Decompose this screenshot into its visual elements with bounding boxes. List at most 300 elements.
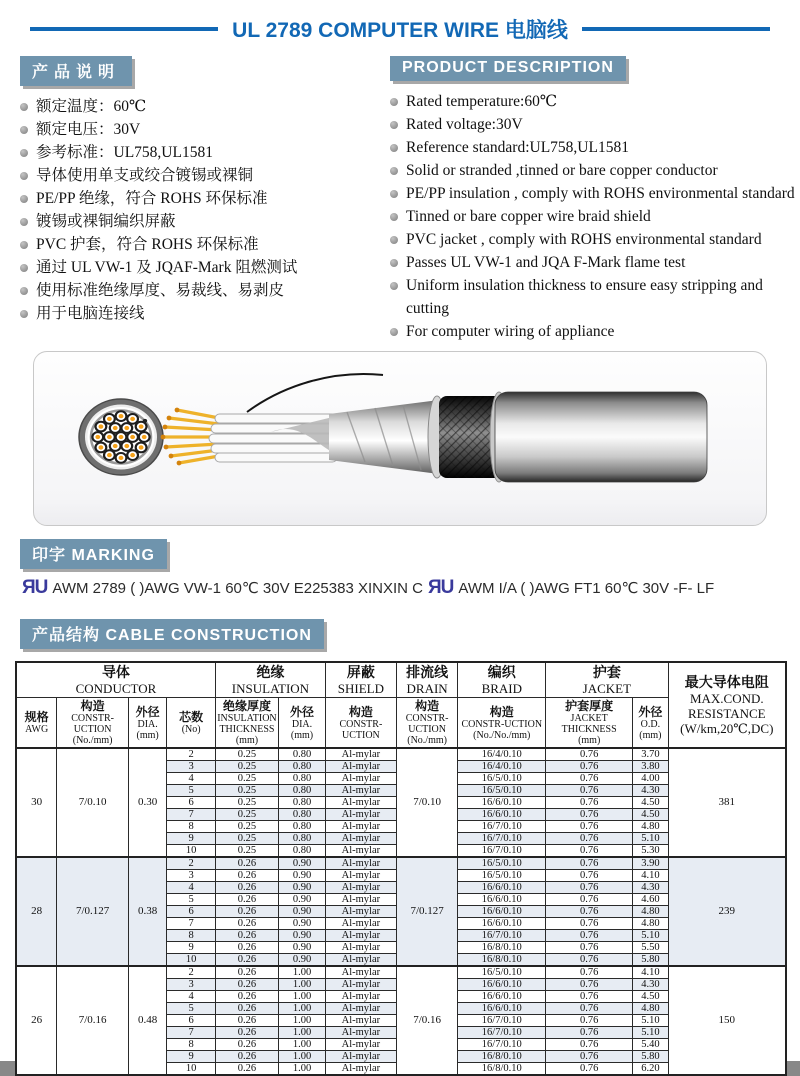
cell-shield: Al-mylar	[325, 954, 396, 967]
cell-shield: Al-mylar	[325, 1063, 396, 1076]
column-header: 外径 DIA. (mm)	[128, 698, 166, 749]
list-item-text: Reference standard:UL758,UL1581	[406, 139, 629, 156]
cell-resistance: 150	[668, 966, 786, 1075]
cell-ins-dia: 1.00	[279, 1015, 326, 1027]
title-rule-right	[582, 27, 770, 31]
cell-shield: Al-mylar	[325, 821, 396, 833]
bullet-icon	[390, 144, 398, 152]
cell-ins-dia: 0.90	[279, 870, 326, 882]
cell-od: 6.20	[633, 1063, 668, 1076]
cell-ins-thickness: 0.25	[215, 845, 278, 858]
cell-construction: 7/0.16	[57, 966, 129, 1075]
cell-jacket-thickness: 0.76	[546, 1051, 633, 1063]
cell-cores: 2	[167, 857, 216, 870]
feature-list-cn	[20, 95, 385, 325]
cell-ins-dia: 0.80	[279, 845, 326, 858]
header-group-row	[16, 662, 786, 698]
cell-shield: Al-mylar	[325, 882, 396, 894]
group-header: 护套 JACKET	[546, 662, 668, 698]
group-header: 排流线 DRAIN	[396, 662, 458, 698]
list-item	[390, 113, 800, 136]
cell-ins-dia: 0.80	[279, 761, 326, 773]
table-head	[16, 662, 786, 748]
cable-illustration	[34, 352, 766, 525]
cell-cores: 2	[167, 966, 216, 979]
list-item-text: Tinned or bare copper wire braid shield	[406, 208, 651, 225]
cell-cores: 7	[167, 809, 216, 821]
cell-cores: 8	[167, 1039, 216, 1051]
cell-braid: 16/8/0.10	[458, 954, 546, 967]
cell-ins-dia: 1.00	[279, 1027, 326, 1039]
bullet-icon	[20, 126, 28, 134]
cell-ins-thickness: 0.26	[215, 882, 278, 894]
cell-jacket-thickness: 0.76	[546, 821, 633, 833]
cell-od: 4.50	[633, 809, 668, 821]
cell-ins-thickness: 0.26	[215, 1003, 278, 1015]
cell-braid: 16/4/0.10	[458, 761, 546, 773]
cell-shield: Al-mylar	[325, 857, 396, 870]
list-item	[390, 251, 800, 274]
bullet-icon	[390, 98, 398, 106]
cell-jacket-thickness: 0.76	[546, 930, 633, 942]
cell-braid: 16/5/0.10	[458, 857, 546, 870]
cell-ins-thickness: 0.25	[215, 761, 278, 773]
cell-ins-thickness: 0.26	[215, 906, 278, 918]
cell-ins-dia: 1.00	[279, 991, 326, 1003]
cell-shield: Al-mylar	[325, 870, 396, 882]
list-item-text: PVC jacket , comply with ROHS environmental standard	[406, 231, 762, 248]
cell-ins-thickness: 0.26	[215, 930, 278, 942]
cell-shield: Al-mylar	[325, 761, 396, 773]
list-item-text: PE/PP 绝缘，符合 ROHS 环保标准	[36, 190, 268, 207]
list-item	[390, 182, 800, 205]
cell-ins-thickness: 0.26	[215, 1051, 278, 1063]
cell-od: 4.30	[633, 979, 668, 991]
cell-braid: 16/8/0.10	[458, 942, 546, 954]
cell-ins-thickness: 0.26	[215, 1015, 278, 1027]
title-rule-left	[30, 27, 218, 31]
list-item	[20, 187, 385, 210]
cell-cores: 8	[167, 930, 216, 942]
bullet-icon	[390, 236, 398, 244]
bullet-icon	[20, 310, 28, 318]
cell-ins-thickness: 0.26	[215, 1039, 278, 1051]
cell-cores: 6	[167, 1015, 216, 1027]
cell-jacket-thickness: 0.76	[546, 773, 633, 785]
cell-od: 3.80	[633, 761, 668, 773]
cell-od: 4.80	[633, 906, 668, 918]
cell-shield: Al-mylar	[325, 979, 396, 991]
cell-shield: Al-mylar	[325, 966, 396, 979]
cell-shield: Al-mylar	[325, 918, 396, 930]
description-section	[0, 56, 800, 343]
cell-shield: Al-mylar	[325, 1027, 396, 1039]
bullet-icon	[390, 167, 398, 175]
cell-jacket-thickness: 0.76	[546, 979, 633, 991]
cell-cores: 4	[167, 773, 216, 785]
bullet-icon	[390, 282, 398, 290]
bullet-icon	[20, 172, 28, 180]
jacket	[495, 392, 707, 482]
cell-shield: Al-mylar	[325, 942, 396, 954]
cell-cores: 6	[167, 797, 216, 809]
cell-braid: 16/6/0.10	[458, 906, 546, 918]
cable-illustration-box	[33, 351, 767, 526]
list-item-text: 通过 UL VW-1 及 JQAF-Mark 阻燃测试	[36, 259, 298, 276]
cell-braid: 16/7/0.10	[458, 833, 546, 845]
construction-table	[15, 661, 787, 1076]
cell-braid: 16/7/0.10	[458, 821, 546, 833]
cell-cores: 10	[167, 845, 216, 858]
marking-section	[20, 539, 800, 599]
table-row	[16, 748, 786, 761]
section-heading-cn: 产品说明	[20, 56, 132, 86]
group-header: 绝缘 INSULATION	[215, 662, 325, 698]
bullet-icon	[20, 264, 28, 272]
list-item	[20, 141, 385, 164]
cell-jacket-thickness: 0.76	[546, 1027, 633, 1039]
list-item-text: Uniform insulation thickness to ensure easy stripping and cutting	[406, 277, 763, 317]
cell-ins-dia: 0.80	[279, 773, 326, 785]
cell-cores: 8	[167, 821, 216, 833]
page-title: UL 2789 COMPUTER WIRE 电脑线	[232, 19, 568, 42]
cell-jacket-thickness: 0.76	[546, 797, 633, 809]
cell-od: 4.00	[633, 773, 668, 785]
cell-ins-thickness: 0.26	[215, 894, 278, 906]
cell-cores: 9	[167, 1051, 216, 1063]
list-item	[20, 210, 385, 233]
cell-ins-dia: 0.80	[279, 809, 326, 821]
cell-cores: 3	[167, 870, 216, 882]
cell-jacket-thickness: 0.76	[546, 942, 633, 954]
column-header: 构造 CONSTR-UCTION (No./mm)	[57, 698, 129, 749]
cell-jacket-thickness: 0.76	[546, 761, 633, 773]
list-item	[390, 136, 800, 159]
column-header: 绝缘厚度 INSULATION THICKNESS (mm)	[217, 699, 277, 746]
cell-shield: Al-mylar	[325, 785, 396, 797]
marking-line	[22, 577, 800, 599]
table-row	[16, 857, 786, 870]
cell-od: 3.70	[633, 748, 668, 761]
cell-ins-dia: 0.90	[279, 954, 326, 967]
cell-ins-dia: 0.90	[279, 906, 326, 918]
table-row	[16, 966, 786, 979]
cell-od: 5.50	[633, 942, 668, 954]
cell-ins-thickness: 0.26	[215, 942, 278, 954]
cell-jacket-thickness: 0.76	[546, 894, 633, 906]
cell-shield: Al-mylar	[325, 809, 396, 821]
cell-ins-thickness: 0.26	[215, 857, 278, 870]
cell-braid: 16/6/0.10	[458, 1003, 546, 1015]
cell-ins-thickness: 0.26	[215, 954, 278, 967]
cell-drain: 7/0.127	[396, 857, 458, 966]
list-item-text: 镀锡或裸铜编织屏蔽	[36, 213, 176, 230]
list-item	[20, 95, 385, 118]
cell-jacket-thickness: 0.76	[546, 845, 633, 858]
bullet-icon	[20, 149, 28, 157]
cell-shield: Al-mylar	[325, 894, 396, 906]
cell-awg: 28	[16, 857, 57, 966]
cell-ins-dia: 1.00	[279, 966, 326, 979]
cell-ins-thickness: 0.25	[215, 821, 278, 833]
list-item	[20, 164, 385, 187]
cell-cores: 5	[167, 1003, 216, 1015]
column-header: 芯数 (No)	[167, 698, 216, 749]
list-item-text: For computer wiring of appliance	[406, 323, 615, 340]
cell-jacket-thickness: 0.76	[546, 785, 633, 797]
list-item-text: 额定温度：60℃	[36, 98, 147, 115]
column-header: 规格 AWG	[16, 698, 57, 749]
cell-braid: 16/7/0.10	[458, 1039, 546, 1051]
cell-construction: 7/0.10	[57, 748, 129, 857]
cell-od: 5.10	[633, 1027, 668, 1039]
cell-ins-dia: 1.00	[279, 1063, 326, 1076]
cell-cores: 7	[167, 918, 216, 930]
cell-cores: 7	[167, 1027, 216, 1039]
cell-jacket-thickness: 0.76	[546, 833, 633, 845]
cell-cores: 9	[167, 942, 216, 954]
cell-ins-thickness: 0.26	[215, 966, 278, 979]
construction-section	[20, 619, 800, 1076]
list-item-text: PVC 护套，符合 ROHS 环保标准	[36, 236, 259, 253]
cell-jacket-thickness: 0.76	[546, 857, 633, 870]
cell-ins-dia: 1.00	[279, 979, 326, 991]
cell-cores: 2	[167, 748, 216, 761]
marking-text-1: AWM 2789 ( )AWG VW-1 60℃ 30V E225383 XINXIN C	[52, 580, 423, 597]
description-column-cn	[0, 56, 385, 343]
cell-od: 4.60	[633, 894, 668, 906]
group-header: 导体 CONDUCTOR	[16, 662, 215, 698]
cell-ins-dia: 1.00	[279, 1051, 326, 1063]
list-item	[390, 90, 800, 113]
cell-ins-thickness: 0.26	[215, 979, 278, 991]
bullet-icon	[390, 190, 398, 198]
cell-od: 5.10	[633, 1015, 668, 1027]
cell-od: 5.40	[633, 1039, 668, 1051]
cell-drain: 7/0.16	[396, 966, 458, 1075]
cell-cores: 3	[167, 979, 216, 991]
cell-ins-dia: 0.90	[279, 930, 326, 942]
cell-od: 4.30	[633, 785, 668, 797]
list-item	[20, 233, 385, 256]
cell-od: 5.80	[633, 954, 668, 967]
cell-ins-dia: 1.00	[279, 1039, 326, 1051]
list-item	[390, 228, 800, 251]
bullet-icon	[390, 328, 398, 336]
cell-od: 4.80	[633, 918, 668, 930]
cell-shield: Al-mylar	[325, 1003, 396, 1015]
cell-od: 4.10	[633, 966, 668, 979]
cell-cores: 9	[167, 833, 216, 845]
cell-ins-dia: 0.80	[279, 821, 326, 833]
cell-shield: Al-mylar	[325, 991, 396, 1003]
cell-od: 4.10	[633, 870, 668, 882]
list-item	[390, 159, 800, 182]
cell-ins-dia: 0.90	[279, 942, 326, 954]
cell-braid: 16/5/0.10	[458, 966, 546, 979]
list-item	[20, 279, 385, 302]
cell-od: 5.10	[633, 930, 668, 942]
bullet-icon	[20, 218, 28, 226]
column-header: 外径 DIA. (mm)	[279, 698, 326, 749]
cell-braid: 16/6/0.10	[458, 918, 546, 930]
list-item	[20, 256, 385, 279]
cell-ins-thickness: 0.25	[215, 773, 278, 785]
drain-wire	[247, 374, 383, 412]
cell-jacket-thickness: 0.76	[546, 991, 633, 1003]
list-item-text: Passes UL VW-1 and JQA F-Mark flame test	[406, 254, 686, 271]
bullet-icon	[20, 103, 28, 111]
list-item-text: Rated voltage:30V	[406, 116, 523, 133]
cell-ins-dia: 0.80	[279, 797, 326, 809]
cell-ins-thickness: 0.26	[215, 991, 278, 1003]
list-item-text: Solid or stranded ,tinned or bare copper conductor	[406, 162, 718, 179]
cell-od: 5.30	[633, 845, 668, 858]
list-item	[20, 118, 385, 141]
cell-braid: 16/5/0.10	[458, 785, 546, 797]
group-header: 编织 BRAID	[458, 662, 546, 698]
group-header: 屏蔽 SHIELD	[325, 662, 396, 698]
cell-jacket-thickness: 0.76	[546, 918, 633, 930]
cell-ins-dia: 0.90	[279, 857, 326, 870]
description-column-en	[385, 56, 800, 343]
cell-jacket-thickness: 0.76	[546, 809, 633, 821]
column-header: 构造 CONSTR-UCTION (No./mm)	[396, 698, 458, 749]
list-item-text: 额定电压：30V	[36, 121, 141, 138]
column-header: 护套厚度 JACKET THICKNESS (mm)	[546, 698, 633, 749]
cell-shield: Al-mylar	[325, 930, 396, 942]
cell-braid: 16/7/0.10	[458, 930, 546, 942]
cell-braid: 16/6/0.10	[458, 809, 546, 821]
bullet-icon	[390, 213, 398, 221]
cell-resistance: 239	[668, 857, 786, 966]
cell-shield: Al-mylar	[325, 748, 396, 761]
bullet-icon	[20, 287, 28, 295]
cell-shield: Al-mylar	[325, 773, 396, 785]
cell-jacket-thickness: 0.76	[546, 870, 633, 882]
cell-cores: 10	[167, 1063, 216, 1076]
cell-jacket-thickness: 0.76	[546, 906, 633, 918]
cell-ins-thickness: 0.26	[215, 1027, 278, 1039]
feature-list-en	[390, 90, 800, 343]
cell-ins-thickness: 0.26	[215, 918, 278, 930]
cell-braid: 16/4/0.10	[458, 748, 546, 761]
cell-ins-dia: 0.90	[279, 918, 326, 930]
list-item-text: 参考标准：UL758,UL1581	[36, 144, 213, 161]
cell-drain: 7/0.10	[396, 748, 458, 857]
cell-dia: 0.48	[128, 966, 166, 1075]
cell-braid: 16/6/0.10	[458, 894, 546, 906]
cell-jacket-thickness: 0.76	[546, 748, 633, 761]
cell-ins-thickness: 0.25	[215, 797, 278, 809]
cell-shield: Al-mylar	[325, 1051, 396, 1063]
cell-od: 4.50	[633, 797, 668, 809]
cell-awg: 30	[16, 748, 57, 857]
cell-ins-dia: 1.00	[279, 1003, 326, 1015]
cell-od: 5.10	[633, 833, 668, 845]
cell-od: 4.30	[633, 882, 668, 894]
cell-ins-dia: 0.80	[279, 833, 326, 845]
bullet-icon	[390, 259, 398, 267]
cell-ins-dia: 0.90	[279, 894, 326, 906]
cell-shield: Al-mylar	[325, 845, 396, 858]
cell-braid: 16/7/0.10	[458, 1015, 546, 1027]
cell-braid: 16/7/0.10	[458, 845, 546, 858]
cell-jacket-thickness: 0.76	[546, 954, 633, 967]
list-item	[390, 274, 800, 320]
cell-ins-dia: 0.90	[279, 882, 326, 894]
cell-braid: 16/6/0.10	[458, 797, 546, 809]
cell-shield: Al-mylar	[325, 833, 396, 845]
cell-jacket-thickness: 0.76	[546, 1003, 633, 1015]
cell-braid: 16/6/0.10	[458, 882, 546, 894]
cell-ins-thickness: 0.26	[215, 870, 278, 882]
title-row	[0, 0, 800, 44]
cell-ins-thickness: 0.26	[215, 1063, 278, 1076]
resistance-header: 最大导体电阻 MAX.COND. RESISTANCE (W/km,20℃,DC)	[668, 662, 786, 748]
cell-braid: 16/6/0.10	[458, 991, 546, 1003]
cell-cores: 4	[167, 882, 216, 894]
list-item-text: Rated temperature:60℃	[406, 93, 558, 110]
cell-construction: 7/0.127	[57, 857, 129, 966]
cell-jacket-thickness: 0.76	[546, 966, 633, 979]
cell-ins-thickness: 0.25	[215, 833, 278, 845]
column-header: 构造 CONSTR-UCTION (No./No./mm)	[458, 698, 546, 749]
cell-jacket-thickness: 0.76	[546, 1039, 633, 1051]
cell-shield: Al-mylar	[325, 906, 396, 918]
list-item-text: 导体使用单支或绞合镀锡或裸铜	[36, 167, 254, 184]
cell-resistance: 381	[668, 748, 786, 857]
cell-jacket-thickness: 0.76	[546, 882, 633, 894]
section-heading-construction: 产品结构 CABLE CONSTRUCTION	[20, 619, 324, 649]
cell-cores: 5	[167, 894, 216, 906]
cell-shield: Al-mylar	[325, 797, 396, 809]
cell-braid: 16/5/0.10	[458, 773, 546, 785]
cell-cores: 6	[167, 906, 216, 918]
ul-recognized-icon: ЯU	[22, 577, 48, 598]
section-heading-en: PRODUCT DESCRIPTION	[390, 56, 626, 81]
cell-braid: 16/6/0.10	[458, 979, 546, 991]
marking-text-2: AWM I/A ( )AWG FT1 60℃ 30V -F- LF	[458, 580, 715, 597]
cell-shield: Al-mylar	[325, 1015, 396, 1027]
section-heading-marking: 印字 MARKING	[20, 539, 167, 569]
cell-ins-dia: 0.80	[279, 748, 326, 761]
cable-side-view	[161, 374, 707, 482]
cell-braid: 16/8/0.10	[458, 1051, 546, 1063]
cell-ins-thickness: 0.25	[215, 748, 278, 761]
list-item	[390, 320, 800, 343]
list-item	[20, 302, 385, 325]
table-body	[16, 748, 786, 1075]
cell-cores: 10	[167, 954, 216, 967]
cell-od: 4.50	[633, 991, 668, 1003]
list-item	[390, 205, 800, 228]
cell-od: 5.80	[633, 1051, 668, 1063]
cell-braid: 16/5/0.10	[458, 870, 546, 882]
cell-ins-dia: 0.80	[279, 785, 326, 797]
cell-od: 3.90	[633, 857, 668, 870]
cell-dia: 0.30	[128, 748, 166, 857]
cell-dia: 0.38	[128, 857, 166, 966]
cell-cores: 5	[167, 785, 216, 797]
column-header: 外径 O.D. (mm)	[633, 698, 668, 749]
cell-braid: 16/8/0.10	[458, 1063, 546, 1076]
ul-recognized-icon: ЯU	[427, 577, 454, 598]
list-item-text: 用于电脑连接线	[36, 305, 145, 322]
cell-shield: Al-mylar	[325, 1039, 396, 1051]
cable-cross-section	[79, 399, 163, 475]
cell-cores: 4	[167, 991, 216, 1003]
